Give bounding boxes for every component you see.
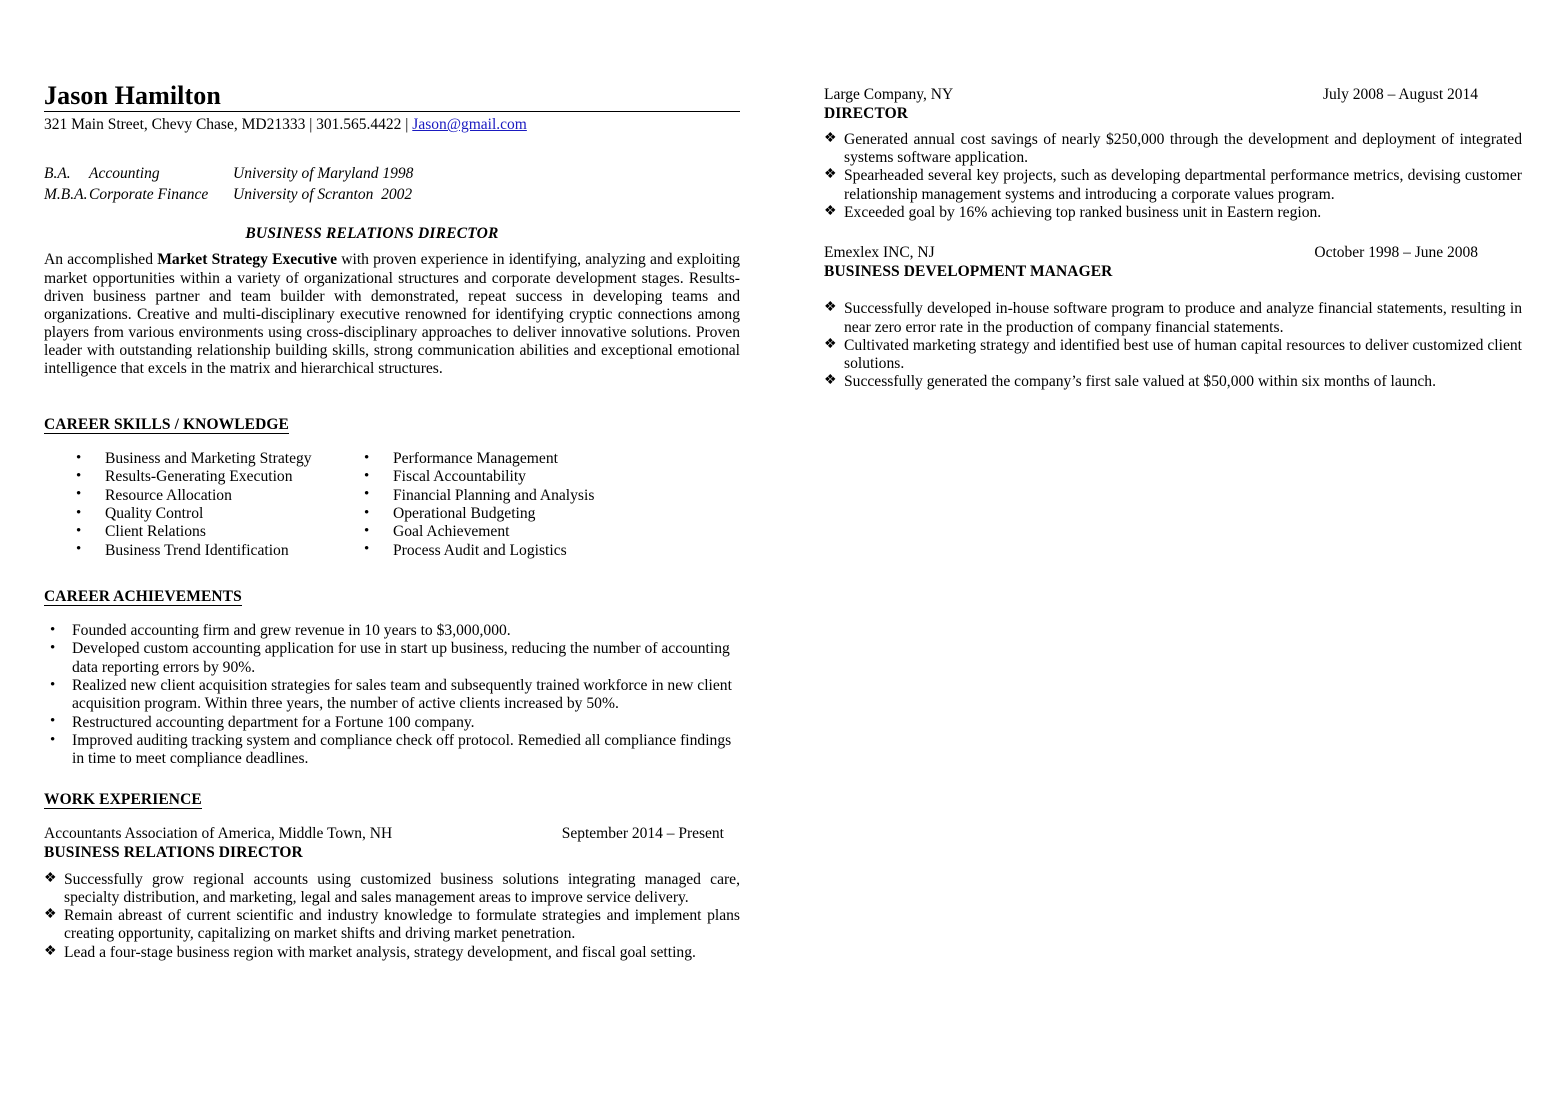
job-entry [824,86,1522,222]
experience-heading-wrap [44,769,740,809]
job-header-row [44,825,740,844]
job-dates: July 2008 – August 2014 [1322,86,1478,103]
achievements-block [44,622,740,769]
job-entry [824,244,1522,391]
list-item: ❖ Remain abreast of current scientific and industry knowledge to formulate strategies and implement plans creating opportunity, capitalizing on market shifts and driving market penetration. [44,907,740,944]
job-company: Emexlex INC, NJ [824,244,935,262]
education-field: Corporate Finance [89,185,209,203]
list-item: • Results-Generating Execution [74,468,312,486]
job-dates: October 1998 – June 2008 [1314,244,1478,262]
summary-text-before: An accomplished [44,251,158,269]
list-item: • Resource Allocation [74,487,312,505]
job-header-row [824,244,1522,263]
list-item: • Business Trend Identification [74,542,312,560]
education-degree: B.A. [44,165,71,183]
list-item: • Performance Management [362,450,594,468]
list-item: ❖ Successfully grow regional accounts using customized business solutions integrating managed care, specialty distribution, and marketing, legal and sales management areas to improve service delivery. [44,871,740,908]
achievements-heading-wrap [44,566,740,606]
job-title: BUSINESS RELATIONS DIRECTOR [44,843,303,861]
list-item: • Goal Achievement [362,523,594,541]
list-item: • Operational Budgeting [362,505,594,523]
job-company: Large Company, NY [824,86,954,103]
job-header-row [824,86,1522,105]
candidate-name: Jason Hamilton [44,81,221,110]
list-item: • Developed custom accounting application for use in start up business, reducing the number of accounting data reporting errors by 90%. [44,640,740,677]
list-item: • Financial Planning and Analysis [362,487,594,505]
left-column [44,82,740,962]
contact-address-phone: 321 Main Street, Chevy Chase, MD21333 | 301.565.4422 | [44,116,413,134]
list-item: • Fiscal Accountability [362,468,594,486]
section-heading-experience: WORK EXPERIENCE [44,790,202,808]
education-school: University of Maryland 1998 [233,165,414,183]
list-item: • Realized new client acquisition strategies for sales team and subsequently trained workforce in new client acquisition program. Within three years, the number of active clients increased by 50%. [44,677,740,714]
summary-emphasis: Market Strategy Executive [157,251,338,269]
header-divider [44,111,740,112]
skills-column-1 [74,450,312,560]
list-item: • Improved auditing tracking system and compliance check off protocol. Remedied all compliance findings in time to meet compliance deadlines. [44,732,740,769]
section-heading-achievements: CAREER ACHIEVEMENTS [44,588,242,606]
education-row [44,185,740,205]
education-degree: M.B.A. [44,185,88,203]
list-item: • Restructured accounting department for a Fortune 100 company. [44,714,740,732]
summary-text-after: with proven experience in identifying, analyzing and exploiting market opportunities within a variety of organizational structures and corporate development stages. Results-driven business partner and team builder with demonstrated, repeat success in developing teams and organizations. Creative and multi-disciplinary executive renowned for identifying cryptic connections among players from various environments using cross-disciplinary approaches to deliver innovative solutions. Proven leader with outstanding relationship building skills, strong communication abilities and exceptional emotional intelligence that excels in the matrix and hierarchical structures. [44,251,740,378]
professional-headline: BUSINESS RELATIONS DIRECTOR [245,225,499,243]
professional-summary [44,251,740,378]
list-item: ❖ Successfully generated the company’s first sale valued at $50,000 within six months of launch. [824,373,1522,391]
skills-heading-wrap [44,394,740,434]
list-item: ❖ Lead a four-stage business region with market analysis, strategy development, and fiscal goal setting. [44,944,740,962]
list-item: ❖ Successfully developed in-house software program to produce and analyze financial statements, resulting in near zero error rate in the production of company financial statements. [824,300,1522,337]
list-item: ❖ Exceeded goal by 16% achieving top ranked business unit in Eastern region. [824,204,1522,222]
list-item: ❖ Generated annual cost savings of nearly $250,000 through the development and deployment of integrated systems software application. [824,131,1522,168]
job-title: BUSINESS DEVELOPMENT MANAGER [824,263,1113,281]
right-column [824,86,1522,392]
job-title: DIRECTOR [824,104,909,122]
email-link[interactable]: Jason@gmail.com [412,116,527,134]
skills-block [44,450,740,566]
list-item: • Quality Control [74,505,312,523]
education-field: Accounting [89,165,160,183]
list-item: • Business and Marketing Strategy [74,450,312,468]
education-block [44,164,740,205]
job-dates: September 2014 – Present [561,824,724,842]
list-item: • Founded accounting firm and grew revenue in 10 years to $3,000,000. [44,622,740,640]
list-item: • Client Relations [74,523,312,541]
list-item: ❖ Cultivated marketing strategy and identified best use of human capital resources to deliver customized client solutions. [824,337,1522,374]
job-entry [44,825,740,962]
education-school: University of Scranton 2002 [233,185,413,203]
section-heading-skills: CAREER SKILLS / KNOWLEDGE [44,416,289,434]
contact-line [44,115,740,134]
list-item: • Process Audit and Logistics [362,542,594,560]
list-item: ❖ Spearheaded several key projects, such as developing departmental performance metrics, devising customer relationship management systems and introducing a corporate values program. [824,167,1522,204]
education-row [44,164,740,184]
skills-column-2 [362,450,594,560]
job-company: Accountants Association of America, Middle Town, NH [44,824,393,842]
